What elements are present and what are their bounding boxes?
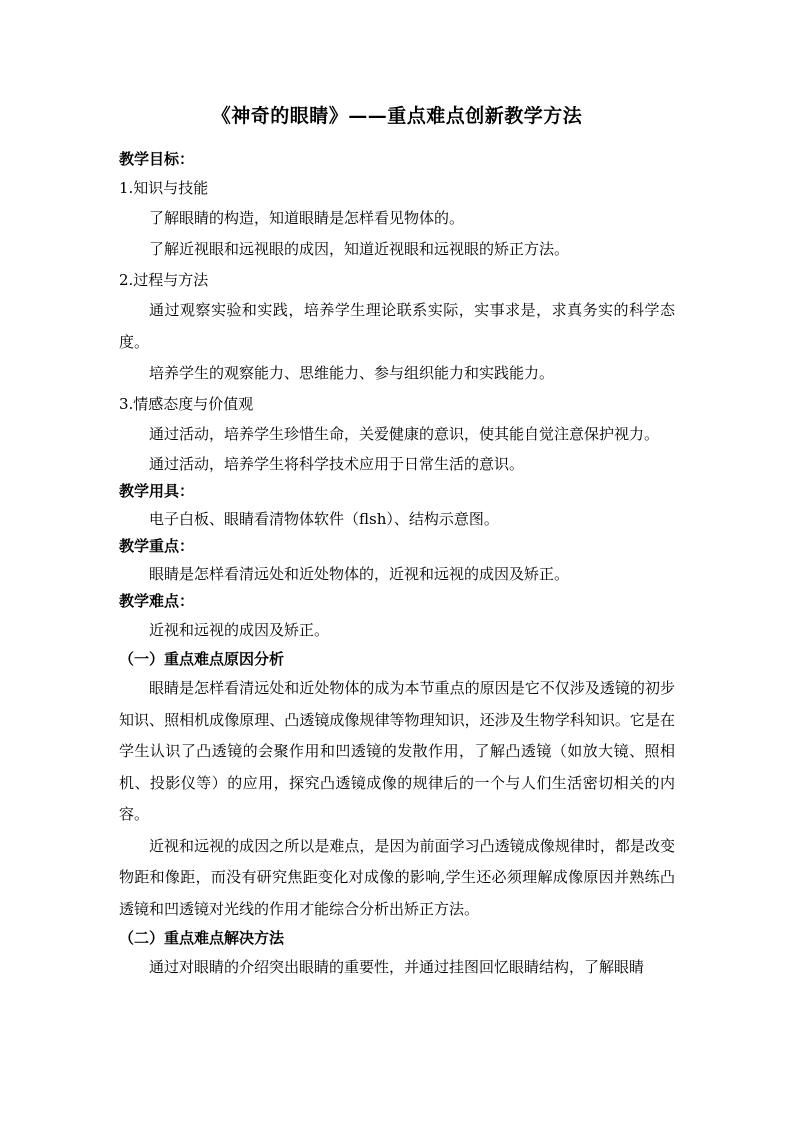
process-item: 培养学生的观察能力、思维能力、参与组织能力和实践能力。 xyxy=(149,364,555,382)
process-heading: 2.过程与方法 xyxy=(119,271,209,289)
analysis-paragraph: 眼睛是怎样看清远处和近处物体的成为本节重点的原因是它不仅涉及透镜的初步知识、照相机成像原理、凸透镜成像规律等物理知识，还涉及生物学科知识。它是在学生认识了凸透镜的会聚作用和凹透镜的发散作用，了解凸透镜（如放大镜、照相机、投影仪等）的应用，探究凸透镜成像的规律后的一个与人们生活密切相关的内容。 xyxy=(119,679,675,823)
process-item: 通过观察实验和实践，培养学生理论联系实际，实事求是，求真务实的科学态度。 xyxy=(119,301,675,351)
objectives-heading: 教学目标： xyxy=(119,150,195,168)
analysis-heading: （一）重点难点原因分析 xyxy=(119,650,285,668)
knowledge-item: 了解眼睛的构造，知道眼睛是怎样看见物体的。 xyxy=(149,209,465,227)
difficulties-text: 近视和远视的成因及矫正。 xyxy=(149,621,330,639)
tools-heading: 教学用具： xyxy=(119,482,195,500)
knowledge-heading: 1.知识与技能 xyxy=(119,179,209,197)
document-title: 《神奇的眼睛》——重点难点创新教学方法 xyxy=(211,105,583,127)
knowledge-item: 了解近视眼和远视眼的成因，知道近视眼和远视眼的矫正方法。 xyxy=(149,240,570,258)
attitude-item: 通过活动，培养学生将科学技术应用于日常生活的意识。 xyxy=(149,455,525,473)
solutions-heading: （二）重点难点解决方法 xyxy=(119,929,285,947)
tools-text: 电子白板、眼睛看清物体软件（flsh）、结构示意图。 xyxy=(149,510,499,528)
difficulties-heading: 教学难点： xyxy=(119,592,195,610)
solutions-paragraph: 通过对眼睛的介绍突出眼睛的重要性，并通过挂图回忆眼睛结构，了解眼睛 xyxy=(149,958,645,976)
key-points-text: 眼睛是怎样看清远处和近处物体的，近视和远视的成因及矫正。 xyxy=(149,565,570,583)
key-points-heading: 教学重点： xyxy=(119,537,195,555)
attitude-item: 通过活动，培养学生珍惜生命，关爱健康的意识，使其能自觉注意保护视力。 xyxy=(149,425,660,443)
attitude-heading: 3.情感态度与价值观 xyxy=(119,395,254,413)
analysis-paragraph: 近视和远视的成因之所以是难点，是因为前面学习凸透镜成像规律时，都是改变物距和像距，而没有研究焦距变化对成像的影响,学生还必须理解成像原因并熟练凸透镜和凹透镜对光线的作用才能综合分析出矫正方法。 xyxy=(119,836,675,918)
document-page xyxy=(119,100,675,984)
